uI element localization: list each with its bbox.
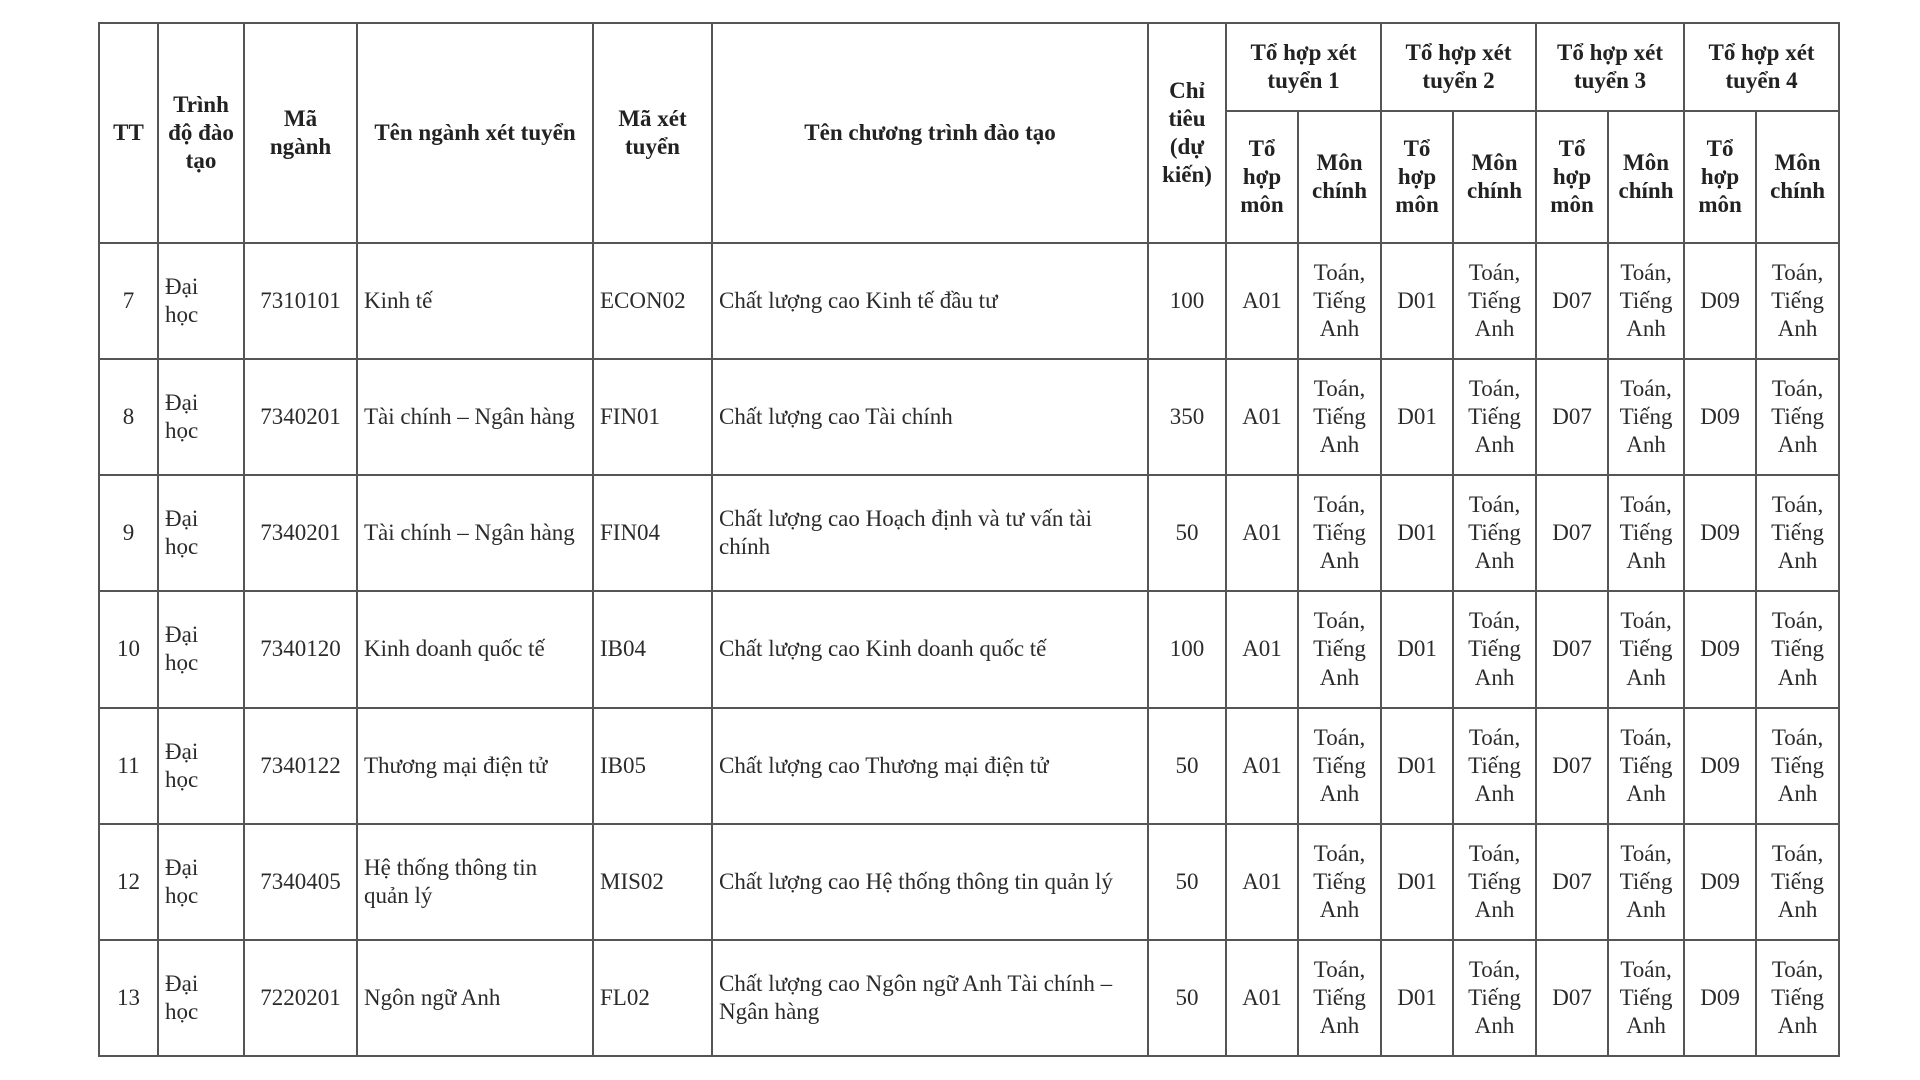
cell-combo: D07 xyxy=(1536,591,1608,707)
cell-main-subject: Toán, Tiếng Anh xyxy=(1756,824,1839,940)
cell-major-name: Hệ thống thông tin quản lý xyxy=(357,824,593,940)
cell-combo: A01 xyxy=(1226,940,1298,1056)
cell-quota: 50 xyxy=(1148,824,1226,940)
cell-quota: 100 xyxy=(1148,243,1226,359)
cell-main-subject: Toán, Tiếng Anh xyxy=(1298,359,1381,475)
cell-major-code: 7340201 xyxy=(244,475,357,591)
cell-combo: D07 xyxy=(1536,824,1608,940)
cell-major-code: 7220201 xyxy=(244,940,357,1056)
cell-quota: 50 xyxy=(1148,940,1226,1056)
cell-program-name: Chất lượng cao Hệ thống thông tin quản lý xyxy=(712,824,1148,940)
cell-major-code: 7340201 xyxy=(244,359,357,475)
cell-major-code: 7340122 xyxy=(244,708,357,824)
header-major-code: Mã ngành xyxy=(244,23,357,243)
cell-main-subject: Toán, Tiếng Anh xyxy=(1756,359,1839,475)
cell-program-name: Chất lượng cao Hoạch định và tư vấn tài chính xyxy=(712,475,1148,591)
cell-main-subject: Toán, Tiếng Anh xyxy=(1298,243,1381,359)
cell-combo: D09 xyxy=(1684,940,1756,1056)
cell-level: Đại học xyxy=(158,824,244,940)
cell-quota: 100 xyxy=(1148,591,1226,707)
cell-admission-code: MIS02 xyxy=(593,824,712,940)
cell-main-subject: Toán, Tiếng Anh xyxy=(1298,824,1381,940)
cell-main-subject: Toán, Tiếng Anh xyxy=(1298,475,1381,591)
cell-main-subject: Toán, Tiếng Anh xyxy=(1608,940,1684,1056)
table-row xyxy=(99,359,1839,475)
header-tt: TT xyxy=(99,23,158,243)
cell-combo: D09 xyxy=(1684,708,1756,824)
header-combo: Tổ hợp môn xyxy=(1381,111,1453,243)
cell-tt: 12 xyxy=(99,824,158,940)
header-program-name: Tên chương trình đào tạo xyxy=(712,23,1148,243)
cell-main-subject: Toán, Tiếng Anh xyxy=(1453,243,1536,359)
cell-main-subject: Toán, Tiếng Anh xyxy=(1453,824,1536,940)
header-combo: Tổ hợp môn xyxy=(1684,111,1756,243)
cell-combo: D09 xyxy=(1684,475,1756,591)
cell-quota: 350 xyxy=(1148,359,1226,475)
cell-main-subject: Toán, Tiếng Anh xyxy=(1453,708,1536,824)
cell-main-subject: Toán, Tiếng Anh xyxy=(1756,243,1839,359)
table-row xyxy=(99,243,1839,359)
cell-tt: 7 xyxy=(99,243,158,359)
table-row xyxy=(99,824,1839,940)
header-main-subject: Môn chính xyxy=(1453,111,1536,243)
cell-combo: A01 xyxy=(1226,475,1298,591)
cell-combo: D07 xyxy=(1536,708,1608,824)
cell-level: Đại học xyxy=(158,940,244,1056)
header-main-subject: Môn chính xyxy=(1756,111,1839,243)
cell-combo: A01 xyxy=(1226,824,1298,940)
cell-main-subject: Toán, Tiếng Anh xyxy=(1298,940,1381,1056)
cell-main-subject: Toán, Tiếng Anh xyxy=(1608,243,1684,359)
cell-main-subject: Toán, Tiếng Anh xyxy=(1608,359,1684,475)
cell-level: Đại học xyxy=(158,243,244,359)
cell-combo: D01 xyxy=(1381,359,1453,475)
cell-main-subject: Toán, Tiếng Anh xyxy=(1756,475,1839,591)
cell-combo: D07 xyxy=(1536,243,1608,359)
cell-program-name: Chất lượng cao Kinh tế đầu tư xyxy=(712,243,1148,359)
cell-combo: D01 xyxy=(1381,475,1453,591)
header-combo: Tổ hợp môn xyxy=(1536,111,1608,243)
cell-major-name: Tài chính – Ngân hàng xyxy=(357,475,593,591)
cell-program-name: Chất lượng cao Ngôn ngữ Anh Tài chính – Ngân hàng xyxy=(712,940,1148,1056)
header-main-subject: Môn chính xyxy=(1298,111,1381,243)
table-body xyxy=(99,243,1839,1056)
cell-major-name: Thương mại điện tử xyxy=(357,708,593,824)
cell-level: Đại học xyxy=(158,475,244,591)
cell-tt: 10 xyxy=(99,591,158,707)
header-group-4: Tổ hợp xét tuyển 4 xyxy=(1684,23,1839,111)
cell-combo: D09 xyxy=(1684,359,1756,475)
cell-main-subject: Toán, Tiếng Anh xyxy=(1298,591,1381,707)
cell-admission-code: FL02 xyxy=(593,940,712,1056)
table-row xyxy=(99,591,1839,707)
cell-combo: D09 xyxy=(1684,591,1756,707)
cell-combo: D07 xyxy=(1536,940,1608,1056)
table-row xyxy=(99,475,1839,591)
cell-main-subject: Toán, Tiếng Anh xyxy=(1453,940,1536,1056)
cell-major-name: Kinh tế xyxy=(357,243,593,359)
cell-program-name: Chất lượng cao Tài chính xyxy=(712,359,1148,475)
cell-main-subject: Toán, Tiếng Anh xyxy=(1298,708,1381,824)
cell-major-name: Kinh doanh quốc tế xyxy=(357,591,593,707)
cell-main-subject: Toán, Tiếng Anh xyxy=(1756,940,1839,1056)
header-group-3: Tổ hợp xét tuyển 3 xyxy=(1536,23,1684,111)
cell-combo: A01 xyxy=(1226,359,1298,475)
cell-main-subject: Toán, Tiếng Anh xyxy=(1608,475,1684,591)
cell-tt: 13 xyxy=(99,940,158,1056)
cell-combo: D07 xyxy=(1536,359,1608,475)
cell-program-name: Chất lượng cao Kinh doanh quốc tế xyxy=(712,591,1148,707)
cell-major-code: 7340120 xyxy=(244,591,357,707)
cell-combo: A01 xyxy=(1226,708,1298,824)
cell-main-subject: Toán, Tiếng Anh xyxy=(1756,708,1839,824)
cell-level: Đại học xyxy=(158,591,244,707)
table-row xyxy=(99,708,1839,824)
cell-combo: D01 xyxy=(1381,824,1453,940)
cell-combo: D01 xyxy=(1381,940,1453,1056)
header-level: Trình độ đào tạo xyxy=(158,23,244,243)
cell-main-subject: Toán, Tiếng Anh xyxy=(1608,824,1684,940)
header-quota: Chỉ tiêu (dự kiến) xyxy=(1148,23,1226,243)
cell-major-code: 7310101 xyxy=(244,243,357,359)
cell-quota: 50 xyxy=(1148,475,1226,591)
cell-tt: 8 xyxy=(99,359,158,475)
cell-level: Đại học xyxy=(158,359,244,475)
table-row xyxy=(99,940,1839,1056)
cell-combo: D01 xyxy=(1381,708,1453,824)
cell-tt: 11 xyxy=(99,708,158,824)
cell-combo: D09 xyxy=(1684,824,1756,940)
admission-table xyxy=(98,22,1840,1057)
cell-quota: 50 xyxy=(1148,708,1226,824)
cell-main-subject: Toán, Tiếng Anh xyxy=(1453,475,1536,591)
cell-main-subject: Toán, Tiếng Anh xyxy=(1756,591,1839,707)
cell-combo: A01 xyxy=(1226,591,1298,707)
cell-major-name: Ngôn ngữ Anh xyxy=(357,940,593,1056)
cell-combo: D09 xyxy=(1684,243,1756,359)
cell-main-subject: Toán, Tiếng Anh xyxy=(1453,591,1536,707)
cell-combo: D01 xyxy=(1381,591,1453,707)
cell-admission-code: FIN01 xyxy=(593,359,712,475)
cell-admission-code: IB04 xyxy=(593,591,712,707)
cell-level: Đại học xyxy=(158,708,244,824)
header-major-name: Tên ngành xét tuyển xyxy=(357,23,593,243)
cell-combo: D07 xyxy=(1536,475,1608,591)
cell-program-name: Chất lượng cao Thương mại điện tử xyxy=(712,708,1148,824)
header-combo: Tổ hợp môn xyxy=(1226,111,1298,243)
cell-admission-code: IB05 xyxy=(593,708,712,824)
cell-admission-code: ECON02 xyxy=(593,243,712,359)
cell-main-subject: Toán, Tiếng Anh xyxy=(1453,359,1536,475)
cell-combo: A01 xyxy=(1226,243,1298,359)
header-main-subject: Môn chính xyxy=(1608,111,1684,243)
cell-major-name: Tài chính – Ngân hàng xyxy=(357,359,593,475)
cell-major-code: 7340405 xyxy=(244,824,357,940)
header-admission-code: Mã xét tuyển xyxy=(593,23,712,243)
header-group-1: Tổ hợp xét tuyển 1 xyxy=(1226,23,1381,111)
cell-main-subject: Toán, Tiếng Anh xyxy=(1608,591,1684,707)
cell-combo: D01 xyxy=(1381,243,1453,359)
cell-admission-code: FIN04 xyxy=(593,475,712,591)
cell-main-subject: Toán, Tiếng Anh xyxy=(1608,708,1684,824)
cell-tt: 9 xyxy=(99,475,158,591)
header-group-2: Tổ hợp xét tuyển 2 xyxy=(1381,23,1536,111)
